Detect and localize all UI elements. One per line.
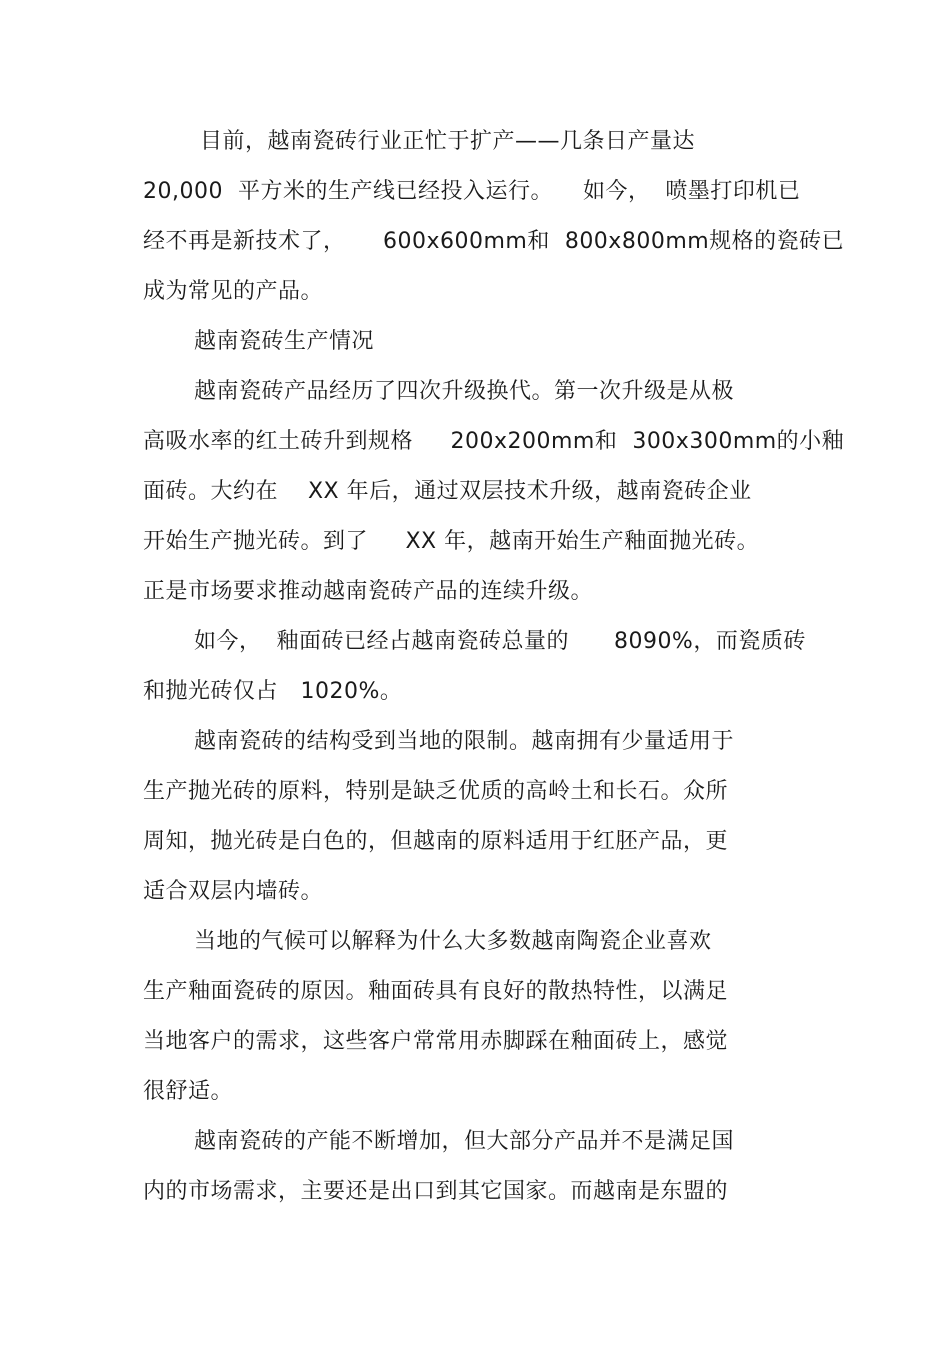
text-line: 成为常见的产品。 xyxy=(143,279,324,304)
text-line: 内的市场需求，主要还是出口到其它国家。而越南是东盟的 xyxy=(143,1179,729,1204)
text-line: 生产釉面瓷砖的原因。釉面砖具有良好的散热特性，以满足 xyxy=(143,979,729,1004)
text-line: 20,000 平方米的生产线已经投入运行。 如今， 喷墨打印机已 xyxy=(143,179,801,204)
text-line: 越南瓷砖的结构受到当地的限制。越南拥有少量适用于 xyxy=(194,729,735,754)
text-line: 当地客户的需求，这些客户常常用赤脚踩在釉面砖上，感觉 xyxy=(143,1029,729,1054)
text-line: 生产抛光砖的原料，特别是缺乏优质的高岭土和长石。众所 xyxy=(143,779,729,804)
text-line: 开始生产抛光砖。到了 XX 年，越南开始生产釉面抛光砖。 xyxy=(143,529,760,554)
section-heading: 越南瓷砖生产情况 xyxy=(194,329,375,354)
text-line: 周知，抛光砖是白色的，但越南的原料适用于红胚产品，更 xyxy=(143,829,729,854)
text-line: 经不再是新技术了， 600x600mm和 800x800mm规格的瓷砖已 xyxy=(143,229,845,254)
text-line: 越南瓷砖产品经历了四次升级换代。第一次升级是从极 xyxy=(194,379,735,404)
text-line: 面砖。大约在 XX 年后，通过双层技术升级，越南瓷砖企业 xyxy=(143,479,752,504)
text-line: 目前，越南瓷砖行业正忙于扩产——几条日产量达 xyxy=(200,129,696,154)
text-line: 越南瓷砖的产能不断增加，但大部分产品并不是满足国 xyxy=(194,1129,735,1154)
text-line: 正是市场要求推动越南瓷砖产品的连续升级。 xyxy=(143,579,594,604)
text-line: 很舒适。 xyxy=(143,1079,234,1104)
text-line: 如今， 釉面砖已经占越南瓷砖总量的 8090%，而瓷质砖 xyxy=(194,629,806,654)
text-line: 和抛光砖仅占 1020%。 xyxy=(143,679,403,704)
text-line: 适合双层内墙砖。 xyxy=(143,879,324,904)
text-line: 高吸水率的红土砖升到规格 200x200mm和 300x300mm的小釉 xyxy=(143,429,845,454)
text-line: 当地的气候可以解释为什么大多数越南陶瓷企业喜欢 xyxy=(194,929,712,954)
